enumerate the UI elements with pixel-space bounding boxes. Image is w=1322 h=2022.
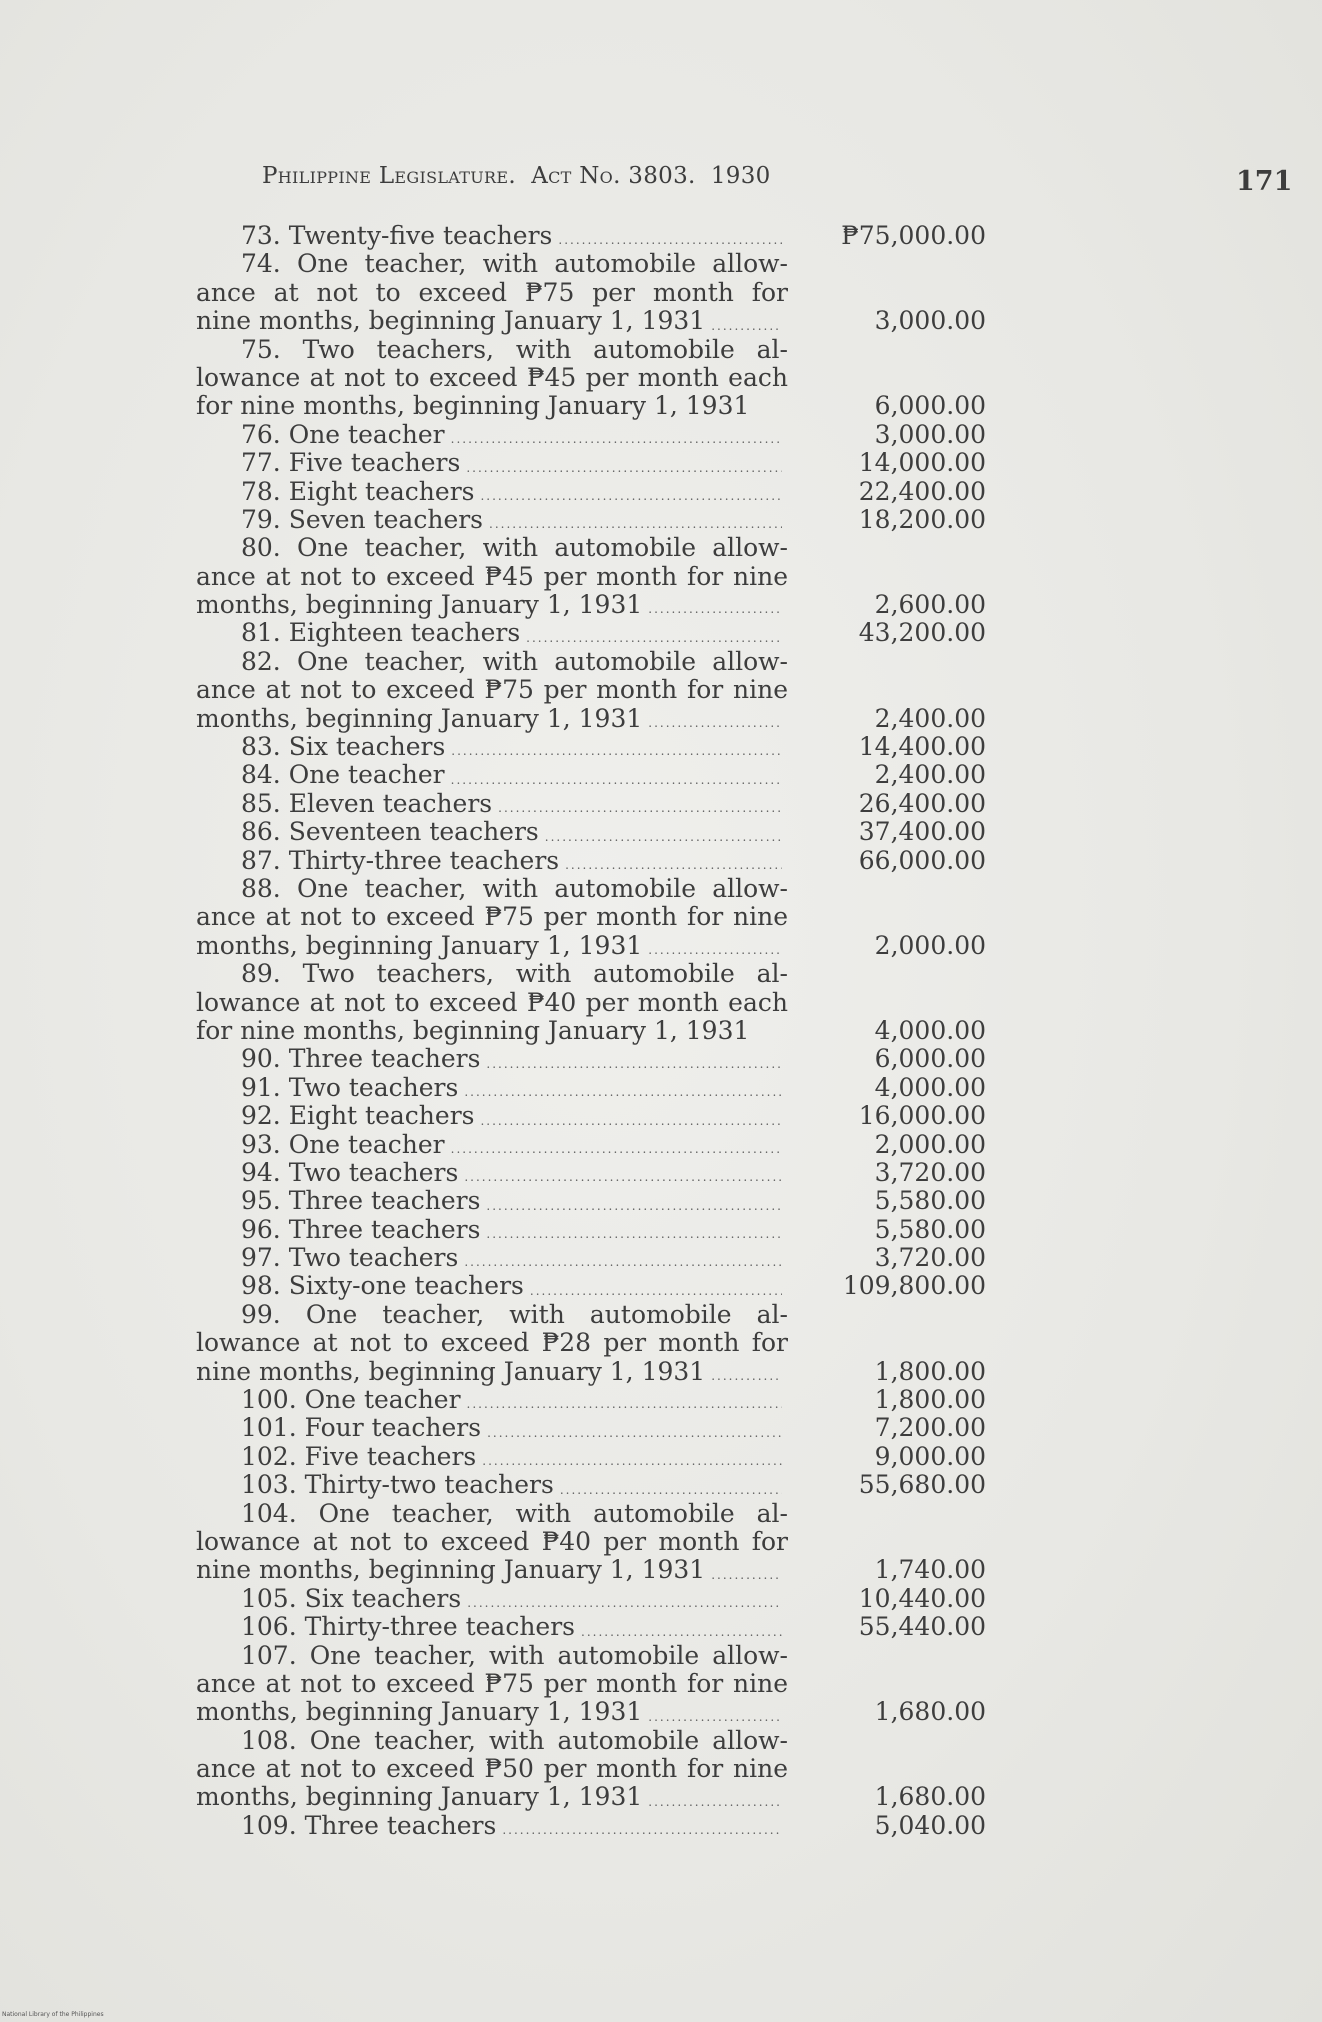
list-item: 83. Six teachers ..... 14,400.00: [196, 733, 986, 761]
amount: 10,440.00: [858, 1583, 986, 1613]
list-item: 81. Eighteen teachers ..... 43,200.00: [196, 619, 986, 647]
amount: 22,400.00: [858, 476, 986, 506]
running-header: [262, 163, 771, 189]
amount: 1,680.00: [874, 1782, 986, 1812]
list-item: 85. Eleven teachers ..... 26,400.00: [196, 790, 986, 818]
list-item: 102. Five teachers ..... 9,000.00: [196, 1443, 986, 1471]
page-number: 171: [1236, 166, 1293, 197]
list-item: 84. One teacher ..... 2,400.00: [196, 761, 986, 789]
list-item-continuation: ance at not to exceed ₱45 per month for nine: [196, 561, 788, 591]
list-item-continuation: lowance at not to exceed ₱28 per month for: [196, 1328, 788, 1358]
amount: 14,000.00: [858, 448, 986, 478]
list-item-continuation: months, beginning January 1, 1931 ..... 1,680.00: [196, 1698, 986, 1726]
list-item: 92. Eight teachers ..... 16,000.00: [196, 1102, 986, 1130]
list-item-continuation: for nine months, beginning January 1, 1931 6,000.00: [196, 391, 986, 421]
list-item: 94. Two teachers ..... 3,720.00: [196, 1159, 986, 1187]
list-item-continuation: ance at not to exceed ₱75 per month for nine: [196, 675, 788, 705]
list-item: 107. One teacher, with automobile allow-: [241, 1640, 788, 1670]
amount: 2,000.00: [874, 1129, 986, 1159]
amount: 43,200.00: [858, 618, 986, 648]
list-item: 78. Eight teachers ..... 22,400.00: [196, 478, 986, 506]
amount: 5,580.00: [874, 1186, 986, 1216]
amount: 2,600.00: [874, 590, 986, 620]
amount: 37,400.00: [858, 817, 986, 847]
list-item: 104. One teacher, with automobile al-: [241, 1498, 788, 1528]
list-item-continuation: ance at not to exceed ₱75 per month for nine: [196, 902, 788, 932]
amount: 3,000.00: [874, 306, 986, 336]
list-item: 101. Four teachers ..... 7,200.00: [196, 1414, 986, 1442]
list-item: 100. One teacher ..... 1,800.00: [196, 1386, 986, 1414]
list-item-continuation: nine months, beginning January 1, 1931 ..... 1,740.00: [196, 1556, 986, 1584]
amount: 55,680.00: [858, 1470, 986, 1500]
amount: 66,000.00: [858, 845, 986, 875]
list-item: 91. Two teachers ..... 4,000.00: [196, 1074, 986, 1102]
amount: 1,800.00: [874, 1385, 986, 1415]
amount: 5,580.00: [874, 1214, 986, 1244]
archive-footer: National Library of the Philippines: [2, 2011, 104, 2018]
header-act: Act No. 3803.: [531, 163, 696, 189]
list-item: 93. One teacher ..... 2,000.00: [196, 1131, 986, 1159]
amount: 2,000.00: [874, 930, 986, 960]
list-item: 73. Twenty-five teachers ..... ₱75,000.00: [196, 222, 986, 250]
amount: 4,000.00: [874, 1015, 986, 1045]
amount: 3,720.00: [874, 1157, 986, 1187]
amount: 2,400.00: [874, 760, 986, 790]
list-item: 96. Three teachers ..... 5,580.00: [196, 1216, 986, 1244]
amount: 109,800.00: [842, 1271, 986, 1301]
list-item-continuation: lowance at not to exceed ₱40 per month for: [196, 1526, 788, 1556]
list-item: 95. Three teachers ..... 5,580.00: [196, 1187, 986, 1215]
list-item-continuation: nine months, beginning January 1, 1931 ..... 1,800.00: [196, 1358, 986, 1386]
amount: 9,000.00: [874, 1441, 986, 1471]
list-item: 87. Thirty-three teachers ..... 66,000.00: [196, 847, 986, 875]
list-item: 79. Seven teachers ..... 18,200.00: [196, 506, 986, 534]
list-item: 106. Thirty-three teachers ..... 55,440.00: [196, 1613, 986, 1641]
list-item: 89. Two teachers, with automobile al-: [241, 959, 788, 989]
amount: ₱75,000.00: [841, 221, 986, 250]
header-year: 1930: [710, 163, 771, 189]
amount: 4,000.00: [874, 1072, 986, 1102]
header-title: Philippine Legislature.: [262, 163, 516, 189]
amount: 16,000.00: [858, 1101, 986, 1131]
list-item: 86. Seventeen teachers ..... 37,400.00: [196, 818, 986, 846]
list-item: 99. One teacher, with automobile al-: [241, 1299, 788, 1329]
list-item-continuation: for nine months, beginning January 1, 1931 4,000.00: [196, 1015, 986, 1045]
list-item: 80. One teacher, with automobile allow-: [241, 533, 788, 563]
list-item-continuation: months, beginning January 1, 1931 ..... 2,400.00: [196, 705, 986, 733]
list-item-continuation: lowance at not to exceed ₱40 per month each: [196, 987, 788, 1017]
amount: 6,000.00: [874, 391, 986, 421]
list-item: 90. Three teachers ..... 6,000.00: [196, 1045, 986, 1073]
appropriation-list: [196, 222, 986, 1840]
list-item-continuation: months, beginning January 1, 1931 ..... 1,680.00: [196, 1783, 986, 1811]
amount: 7,200.00: [874, 1413, 986, 1443]
list-item: 109. Three teachers ..... 5,040.00: [196, 1812, 986, 1840]
amount: 1,800.00: [874, 1356, 986, 1386]
list-item: 77. Five teachers ..... 14,000.00: [196, 449, 986, 477]
list-item: 98. Sixty-one teachers ..... 109,800.00: [196, 1272, 986, 1300]
list-item: 82. One teacher, with automobile allow-: [241, 646, 788, 676]
list-item-continuation: months, beginning January 1, 1931 ..... 2,000.00: [196, 932, 986, 960]
list-item: 76. One teacher ..... 3,000.00: [196, 421, 986, 449]
amount: 1,740.00: [874, 1555, 986, 1585]
list-item-continuation: nine months, beginning January 1, 1931 ..... 3,000.00: [196, 307, 986, 335]
amount: 3,720.00: [874, 1243, 986, 1273]
amount: 26,400.00: [858, 788, 986, 818]
amount: 55,440.00: [858, 1612, 986, 1642]
amount: 2,400.00: [874, 703, 986, 733]
amount: 5,040.00: [874, 1810, 986, 1840]
list-item: 75. Two teachers, with automobile al-: [241, 334, 788, 364]
list-item-continuation: lowance at not to exceed ₱45 per month each: [196, 362, 788, 392]
list-item: 105. Six teachers ..... 10,440.00: [196, 1585, 986, 1613]
list-item-continuation: ance at not to exceed ₱50 per month for nine: [196, 1754, 788, 1784]
amount: 14,400.00: [858, 732, 986, 762]
list-item-continuation: months, beginning January 1, 1931 ..... 2,600.00: [196, 591, 986, 619]
list-item-continuation: ance at not to exceed ₱75 per month for: [196, 277, 788, 307]
amount: 18,200.00: [858, 504, 986, 534]
list-item: 103. Thirty-two teachers ..... 55,680.00: [196, 1471, 986, 1499]
list-item: 88. One teacher, with automobile allow-: [241, 873, 788, 903]
list-item: 97. Two teachers ..... 3,720.00: [196, 1244, 986, 1272]
list-item: 108. One teacher, with automobile allow-: [241, 1725, 788, 1755]
list-item-continuation: ance at not to exceed ₱75 per month for nine: [196, 1668, 788, 1698]
list-item: 74. One teacher, with automobile allow-: [241, 249, 788, 279]
amount: 1,680.00: [874, 1697, 986, 1727]
amount: 3,000.00: [874, 419, 986, 449]
amount: 6,000.00: [874, 1044, 986, 1074]
